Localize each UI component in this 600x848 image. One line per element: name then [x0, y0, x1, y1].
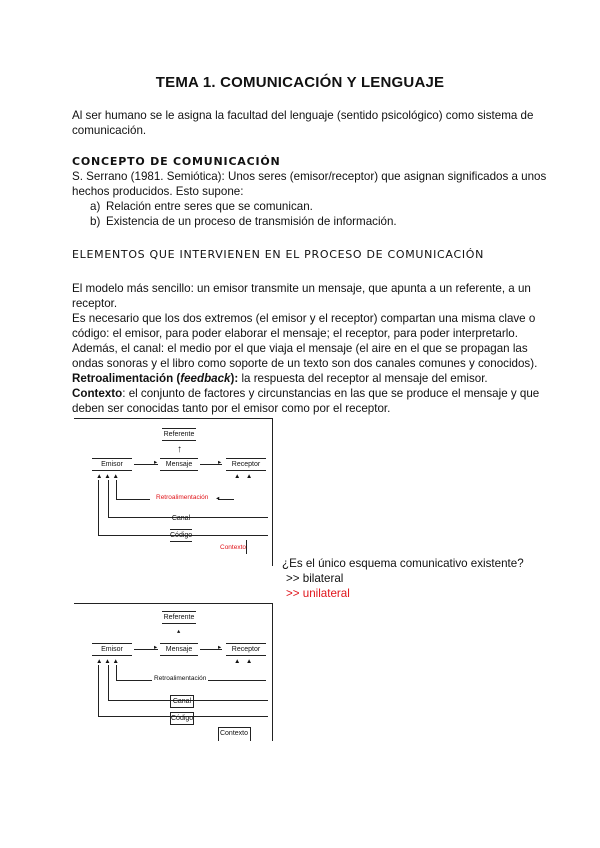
option-unilateral: >> unilateral — [286, 587, 350, 600]
intro-paragraph — [72, 108, 533, 138]
box-receptor: Receptor — [226, 458, 266, 471]
label-canal: Canal — [171, 515, 191, 522]
retroalimentacion-label: Retroalimentación — [154, 675, 207, 682]
arrow-right-icon: ▸ — [154, 459, 158, 466]
section-heading-concepto: CONCEPTO DE COMUNICACIÓN — [72, 155, 281, 168]
elementos-line: El modelo más sencillo: un emisor transmite un mensaje, que apunta a un referente, a un — [72, 282, 531, 295]
page-title: TEMA 1. COMUNICACIÓN Y LENGUAJE — [155, 74, 445, 91]
section-heading-elementos: ELEMENTOS QUE INTERVIENEN EN EL PROCESO DE COMUNICACIÓN — [72, 248, 485, 261]
elementos-line: ondas sonoras y el libro como soporte de un texto son dos canales comunes y conocidos). — [72, 357, 538, 370]
communication-diagram-1 — [74, 418, 274, 566]
arrow-up-icon: ▲ ▲ ▲ — [96, 658, 119, 665]
box-receptor: Receptor — [226, 643, 266, 656]
contexto-line: Contexto: el conjunto de factores y circunstancias en las que se produce el mensaje y que — [72, 387, 540, 400]
label-contexto: Contexto — [220, 544, 247, 551]
arrow-up-icon: ▲ ▲ — [234, 658, 253, 665]
arrow-left-icon: ◂ — [216, 495, 220, 502]
label-codigo: Código — [170, 712, 194, 725]
arrow-up-icon: ↑ — [177, 444, 182, 455]
concepto-line: hechos producidos. Esto supone: — [72, 185, 244, 198]
concepto-line: S. Serrano (1981. Semiótica): Unos seres (emisor/receptor) que asignan significados a unos — [72, 170, 547, 183]
arrow-right-icon: ▸ — [154, 644, 158, 651]
concepto-paragraph — [72, 169, 546, 229]
question-text: ¿Es el único esquema comunicativo existente? — [282, 557, 524, 570]
box-mensaje: Mensaje — [160, 458, 198, 471]
contexto-line: deben ser conocidas tanto por el emisor como por el receptor. — [72, 402, 391, 415]
box-referente: Referente — [162, 428, 196, 441]
elementos-line: Además, el canal: el medio por el que viaja el mensaje (el aire en el que se propagan las — [72, 342, 528, 355]
retroalimentacion-line: Retroalimentación (feedback): la respuesta del receptor al mensaje del emisor. — [72, 372, 488, 385]
communication-diagram-2 — [74, 603, 274, 741]
box-emisor: Emisor — [92, 643, 132, 656]
arrow-right-icon: ▸ — [218, 459, 222, 466]
label-codigo: Código — [170, 529, 192, 542]
arrow-up-icon: ▲ ▲ ▲ — [96, 473, 119, 480]
box-mensaje: Mensaje — [160, 643, 198, 656]
label-canal: Canal — [170, 695, 194, 708]
elementos-line: receptor. — [72, 297, 118, 310]
arrow-up-icon: ▲ ▲ — [234, 473, 253, 480]
list-item: a) Relación entre seres que se comunican. — [90, 200, 313, 213]
list-item: b) Existencia de un proceso de transmisión de información. — [90, 215, 397, 228]
elementos-paragraph — [72, 281, 539, 416]
arrow-up-icon: ▴ — [177, 628, 181, 635]
intro-line: Al ser humano se le asigna la facultad del lenguaje (sentido psicológico) como sistema de — [72, 109, 534, 122]
box-referente: Referente — [162, 611, 196, 624]
label-contexto: Contexto — [218, 727, 250, 739]
box-emisor: Emisor — [92, 458, 132, 471]
question-block — [282, 556, 524, 601]
arrow-right-icon: ▸ — [218, 644, 222, 651]
retroalimentacion-label: Retroalimentación — [156, 494, 209, 501]
intro-line: comunicación. — [72, 124, 147, 137]
option-bilateral: >> bilateral — [286, 572, 344, 585]
elementos-line: Es necesario que los dos extremos (el emisor y el receptor) compartan una misma clave o — [72, 312, 536, 325]
elementos-line: código: el emisor, para poder elaborar el mensaje; el receptor, para poder interpretarlo. — [72, 327, 518, 340]
